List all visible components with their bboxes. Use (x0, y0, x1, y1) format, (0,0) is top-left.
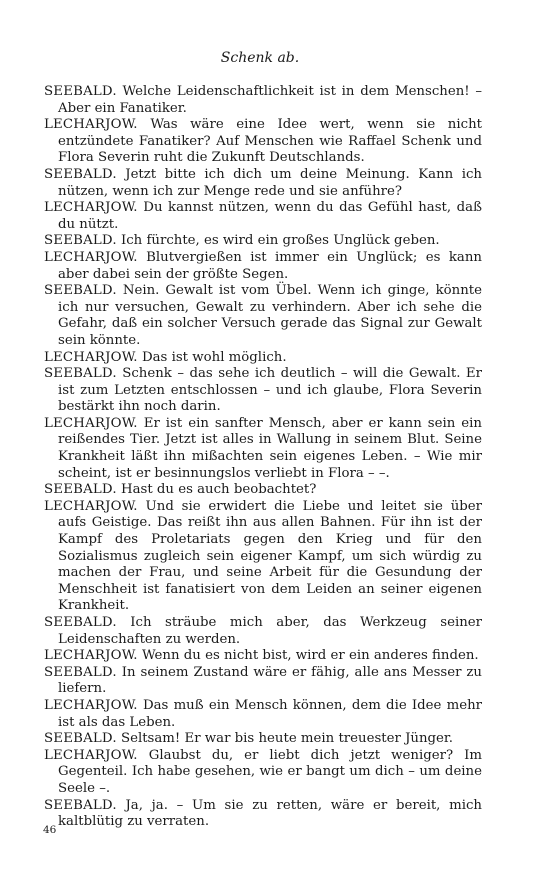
speaker-name: LECHARJOW. (44, 117, 138, 133)
speaker-name: LECHARJOW. (44, 498, 138, 514)
speech-text: Hast du es auch beobachtet? (120, 482, 317, 498)
speech (44, 366, 482, 416)
speech-text: Schenk – das sehe ich deutlich – will die Gewalt. Er ist zum Letzten entschlossen – und ich glaube, Flora Severin bestärkt ihn noch darin. (58, 366, 482, 415)
speech (44, 499, 482, 615)
speaker-name: LECHARJOW. (44, 747, 138, 763)
speech-text: Jetzt bitte ich dich um deine Meinung. Kann ich nützen, wenn ich zur Menge rede und sie anführe? (58, 166, 482, 199)
speech (44, 416, 482, 482)
speech (44, 167, 482, 200)
speech-text: Ich sträube mich aber, das Werkzeug seiner Leidenschaften zu werden. (58, 615, 482, 647)
speaker-name: SEEBALD. (44, 233, 117, 249)
speaker-name: SEEBALD. (44, 797, 117, 813)
speech-text: Welche Leidenschaftlichkeit ist in dem Menschen! – Aber ein Fanatiker. (58, 84, 482, 116)
speaker-name: SEEBALD. (44, 84, 117, 99)
speaker-name: LECHARJOW. (44, 648, 138, 664)
speech-text: Blutvergießen ist immer ein Unglück; es kann aber dabei sein der größte Segen. (58, 249, 482, 282)
speech (44, 250, 482, 283)
speech (44, 350, 482, 367)
speech-text: Nein. Gewalt ist vom Übel. Wenn ich ginge, könnte ich nur versuchen, Gewalt zu verhindern. Aber ich sehe die Gefahr, daß ein solcher Versuch gerade das Signal zur Gewalt sein könnte. (58, 283, 482, 348)
dialogue-body (44, 84, 482, 831)
speech-text: Das ist wohl möglich. (141, 349, 287, 365)
speech (44, 84, 482, 117)
speech (44, 233, 482, 250)
speech (44, 698, 482, 731)
speech-text: Ich fürchte, es wird ein großes Unglück geben. (120, 233, 440, 249)
speech-text: In seinem Zustand wäre er fähig, alle ans Messer zu liefern. (58, 664, 482, 697)
speaker-name: SEEBALD. (44, 283, 117, 299)
speaker-name: SEEBALD. (44, 482, 117, 498)
speaker-name: LECHARJOW. (44, 200, 138, 216)
speech (44, 283, 482, 349)
speaker-name: SEEBALD. (44, 366, 117, 382)
speech (44, 798, 482, 831)
speaker-name: SEEBALD. (44, 166, 117, 182)
speech (44, 200, 482, 233)
speech (44, 748, 482, 798)
stage-direction: Schenk ab. (220, 50, 300, 66)
speaker-name: LECHARJOW. (44, 349, 138, 365)
speech-text: Und sie erwidert die Liebe und leitet sie über aufs Geistige. Das reißt ihn aus allen Bahnen. Für ihn ist der Kampf des Proletariats gegen den Krieg und für den Sozialismus zugleich sein eigener Kampf, um sich würdig zu machen der Frau, und seine Arbeit für die Gesundung der Menschheit ist fanatisiert von dem Leiden an seiner eigenen Krankheit. (58, 498, 482, 614)
speech (44, 665, 482, 698)
speech (44, 648, 482, 665)
speech (44, 482, 482, 499)
speech-text: Glaubst du, er liebt dich jetzt weniger? Im Gegenteil. Ich habe gesehen, wie er bangt um dich – um deine Seele –. (58, 747, 482, 796)
page-number: 46 (43, 824, 57, 836)
speaker-name: SEEBALD. (44, 615, 117, 630)
speech-text: Was wäre eine Idee wert, wenn sie nicht entzündete Fanatiker? Auf Menschen wie Raffael Schenk und Flora Severin ruht die Zukunft Deutschlands. (58, 117, 482, 166)
speech (44, 615, 482, 648)
speech-text: Seltsam! Er war bis heute mein treuester Jünger. (120, 731, 454, 747)
speech-text: Er ist ein sanfter Mensch, aber er kann sein ein reißendes Tier. Jetzt ist alles in Wallung in seinem Blut. Seine Krankheit läßt ihn mißachten sein eigenes Leben. – Wie mir scheint, ist er besinnungslos verliebt in Flora – –. (58, 415, 482, 481)
speech-text: Das muß ein Mensch können, dem die Idee mehr ist als das Leben. (58, 697, 482, 730)
speaker-name: LECHARJOW. (44, 697, 138, 713)
speech (44, 731, 482, 748)
speech-text: Du kannst nützen, wenn du das Gefühl hast, daß du nützt. (58, 200, 482, 232)
speech-text: Wenn du es nicht bist, wird er ein anderes finden. (141, 648, 479, 664)
speech (44, 117, 482, 167)
speaker-name: SEEBALD. (44, 664, 117, 680)
speaker-name: LECHARJOW. (44, 249, 138, 265)
speaker-name: LECHARJOW. (44, 415, 138, 431)
speech-text: Ja, ja. – Um sie zu retten, wäre er bereit, mich kaltblütig zu verraten. (58, 797, 482, 830)
speaker-name: SEEBALD. (44, 731, 117, 747)
